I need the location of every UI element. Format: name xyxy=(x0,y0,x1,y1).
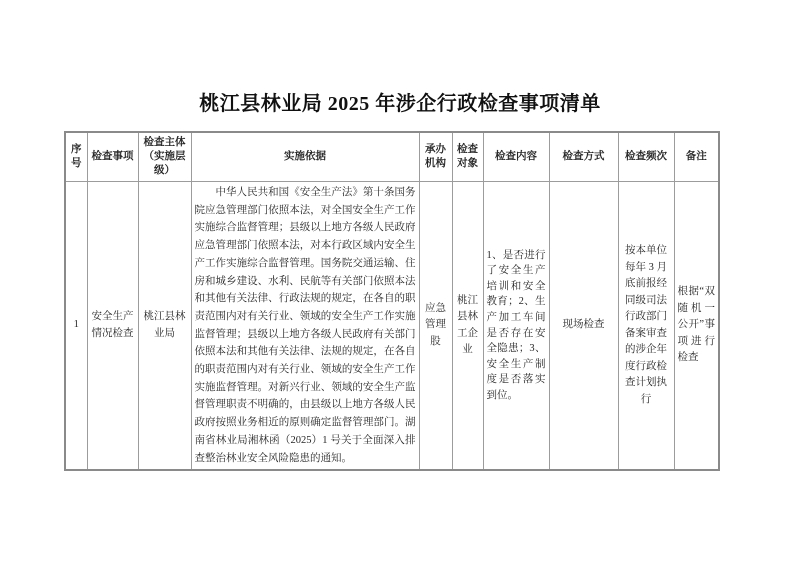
inspection-items-table xyxy=(64,131,720,471)
header-row xyxy=(65,132,719,182)
cell-inspection-method: 现场检查 xyxy=(549,182,618,471)
col-header-method: 检查方式 xyxy=(549,132,618,182)
cell-inspection-target: 桃江县林工企业 xyxy=(452,182,483,471)
col-header-agency: 承办机构 xyxy=(419,132,452,182)
col-header-basis: 实施依据 xyxy=(191,132,419,182)
cell-inspection-subject: 桃江县林业局 xyxy=(138,182,191,471)
cell-seq: 1 xyxy=(65,182,87,471)
col-header-content: 检查内容 xyxy=(483,132,549,182)
cell-remark: 根据“双随机一公开”事项进行检查 xyxy=(674,182,719,471)
table-row xyxy=(65,182,719,471)
col-header-target: 检查对象 xyxy=(452,132,483,182)
cell-inspection-frequency: 按本单位每年 3 月底前报经同级司法行政部门备案审查的涉企年度行政检查计划执行 xyxy=(618,182,674,471)
col-header-seq: 序号 xyxy=(65,132,87,182)
col-header-item: 检查事项 xyxy=(87,132,138,182)
cell-implementation-basis: 中华人民共和国《安全生产法》第十条国务院应急管理部门依照本法，对全国安全生产工作实施综合监督管理；县级以上地方各级人民政府应急管理部门依照本法，对本行政区域内安全生产工作实施综合监督管理。国务院交通运输、住房和城乡建设、水利、民航等有关部门依照本法和其他有关法律、行政法规的规定，在各自的职责范围内对有关行业、领域的安全生产工作实施监督管理；县级以上地方各级人民政府有关部门依照本法和其他有关法律、法规的规定，在各自的职责范围内对有关行业、领域的安全生产工作实施监督管理。对新兴行业、领域的安全生产监督管理职责不明确的，由县级以上地方各级人民政府按照业务相近的原则确定监督管理部门。湖南省林业局湘林函（2025）1 号关于全面深入排查整治林业安全风险隐患的通知。 xyxy=(191,182,419,471)
page-title: 桃江县林业局 2025 年涉企行政检查事项清单 xyxy=(199,93,601,115)
col-header-remark: 备注 xyxy=(674,132,719,182)
cell-undertaking-agency: 应急管理股 xyxy=(419,182,452,471)
cell-inspection-item: 安全生产情况检查 xyxy=(87,182,138,471)
col-header-frequency: 检查频次 xyxy=(618,132,674,182)
cell-inspection-content: 1、是否进行了安全生产培训和安全教育；2、生产加工车间是否存在安全隐患；3、安全生产制度是否落实到位。 xyxy=(483,182,549,471)
col-header-subject: 检查主体（实施层级） xyxy=(138,132,191,182)
